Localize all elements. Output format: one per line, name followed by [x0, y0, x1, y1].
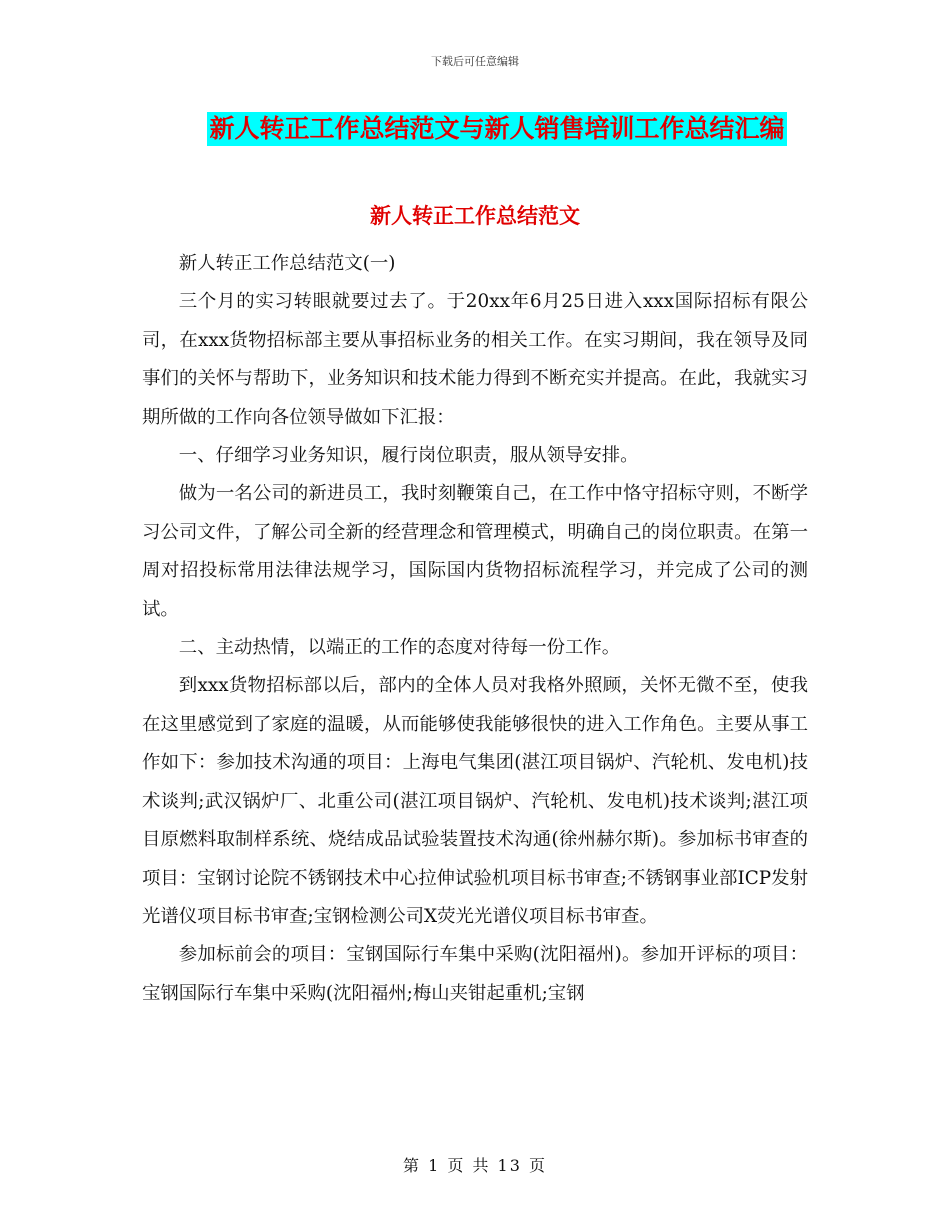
page-header-note: 下载后可任意编辑: [431, 55, 519, 68]
document-main-title: 新人转正工作总结范文与新人销售培训工作总结汇编: [207, 112, 786, 146]
paragraph: 到xxx货物招标部以后，部内的全体人员对我格外照顾，关怀无微不至，使我在这里感觉到了家庭的温暖，从而能够使我能够很快的进入工作角色。主要从事工作如下：参加技术沟通的项目：上海电气集团(湛江项目锅炉、汽轮机、发电机)技术谈判;武汉锅炉厂、北重公司(湛江项目锅炉、汽轮机、发电机)技术谈判;湛江项目原燃料取制样系统、烧结成品试验装置技术沟通(徐州赫尔斯)。参加标书审查的项目：宝钢讨论院不锈钢技术中心拉伸试验机项目标书审查;不锈钢事业部ICP发射光谱仪项目标书审查;宝钢检测公司X荧光光谱仪项目标书审查。: [142, 675, 808, 927]
paragraph: 二、主动热情，以端正的工作的态度对待每一份工作。: [178, 637, 621, 659]
section-title: 新人转正工作总结范文: [370, 204, 580, 228]
paragraph: 新人转正工作总结范文(一): [178, 253, 396, 274]
paragraph: 一、仔细学习业务知识，履行岗位职责，服从领导安排。: [178, 445, 639, 467]
paragraph: 三个月的实习转眼就要过去了。于20xx年6月25日进入xxx国际招标有限公司，在xxx货物招标部主要从事招标业务的相关工作。在实习期间，我在领导及同事们的关怀与帮助下，业务知识和技术能力得到不断充实并提高。在此，我就实习期所做的工作向各位领导做如下汇报：: [142, 291, 808, 428]
paragraph: 参加标前会的项目：宝钢国际行车集中采购(沈阳福州)。参加开评标的项目：宝钢国际行车集中采购(沈阳福州;梅山夹钳起重机;宝钢: [142, 944, 808, 1004]
paragraph: 做为一名公司的新进员工，我时刻鞭策自己，在工作中恪守招标守则，不断学习公司文件，了解公司全新的经营理念和管理模式，明确自己的岗位职责。在第一周对招投标常用法律法规学习，国际国内货物招标流程学习，并完成了公司的测试。: [142, 483, 808, 620]
document-title-container: [0, 112, 950, 146]
document-body: [142, 245, 808, 1013]
page-number-footer: 第 1 页 共 13 页: [403, 1156, 547, 1175]
